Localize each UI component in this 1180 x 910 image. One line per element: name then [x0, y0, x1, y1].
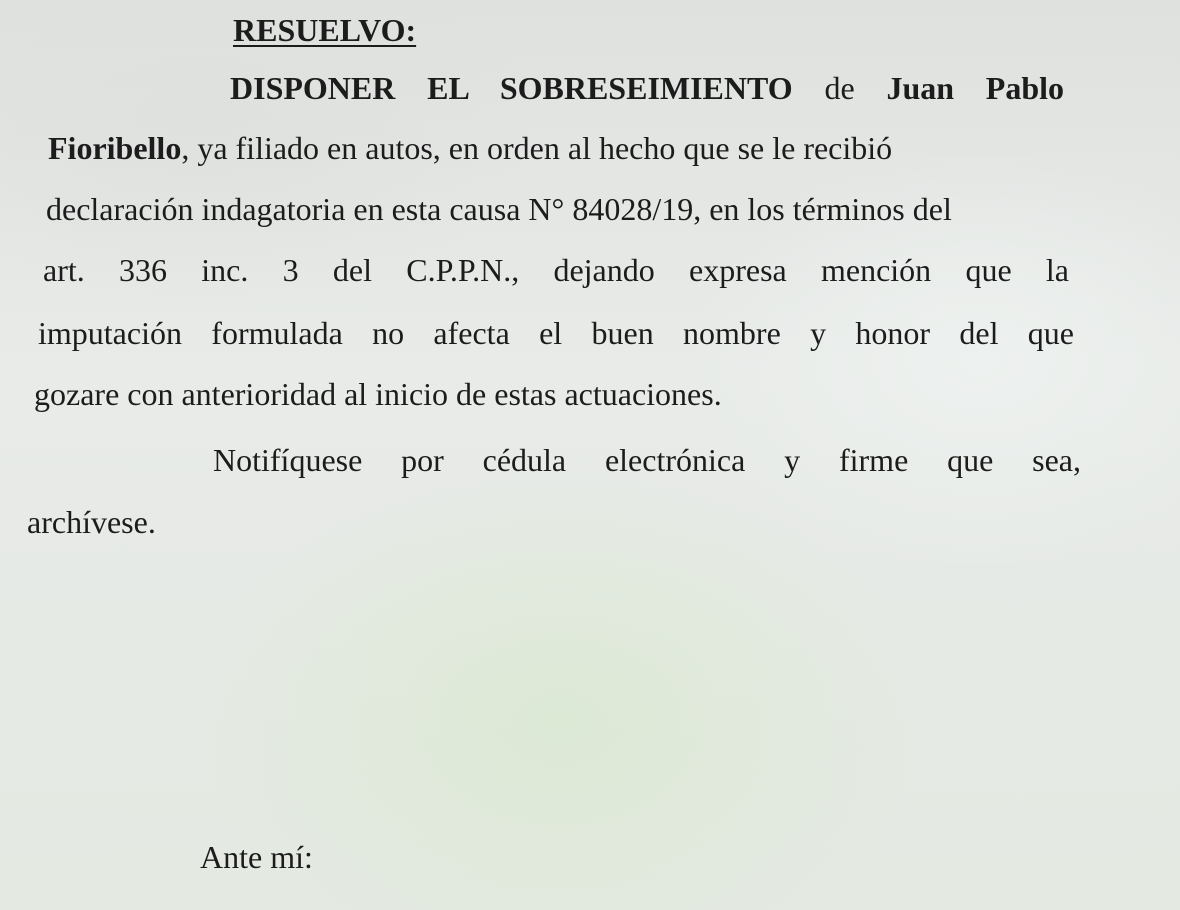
attestation-label: Ante mí: — [200, 839, 313, 875]
ruling-line-2 — [48, 128, 1064, 168]
defendant-last-name: Fioribello — [48, 130, 182, 166]
ruling-line-2-text: , ya filiado en autos, en orden al hecho que se le recibió — [181, 130, 893, 166]
ruling-line-5: imputación formulada no afecta el buen nombre y honor del que — [38, 315, 1074, 351]
ruling-verb: DISPONER EL SOBRESEIMIENTO — [230, 70, 793, 106]
notification-line-2: archívese. — [27, 504, 156, 540]
ruling-line-6: gozare con anterioridad al inicio de estas actuaciones. — [34, 376, 722, 412]
notification-line-1: Notifíquese por cédula electrónica y firme que sea, — [213, 442, 1081, 478]
ruling-connector: de — [824, 70, 855, 106]
ruling-line-3: declaración indagatoria en esta causa N° 84028/19, en los términos del — [46, 191, 952, 227]
ruling-line-1 — [230, 68, 1064, 108]
ruling-line-4: art. 336 inc. 3 del C.P.P.N., dejando expresa mención que la — [43, 252, 1069, 288]
defendant-first-name: Juan Pablo — [886, 70, 1065, 106]
section-heading: RESUELVO: — [233, 12, 417, 48]
